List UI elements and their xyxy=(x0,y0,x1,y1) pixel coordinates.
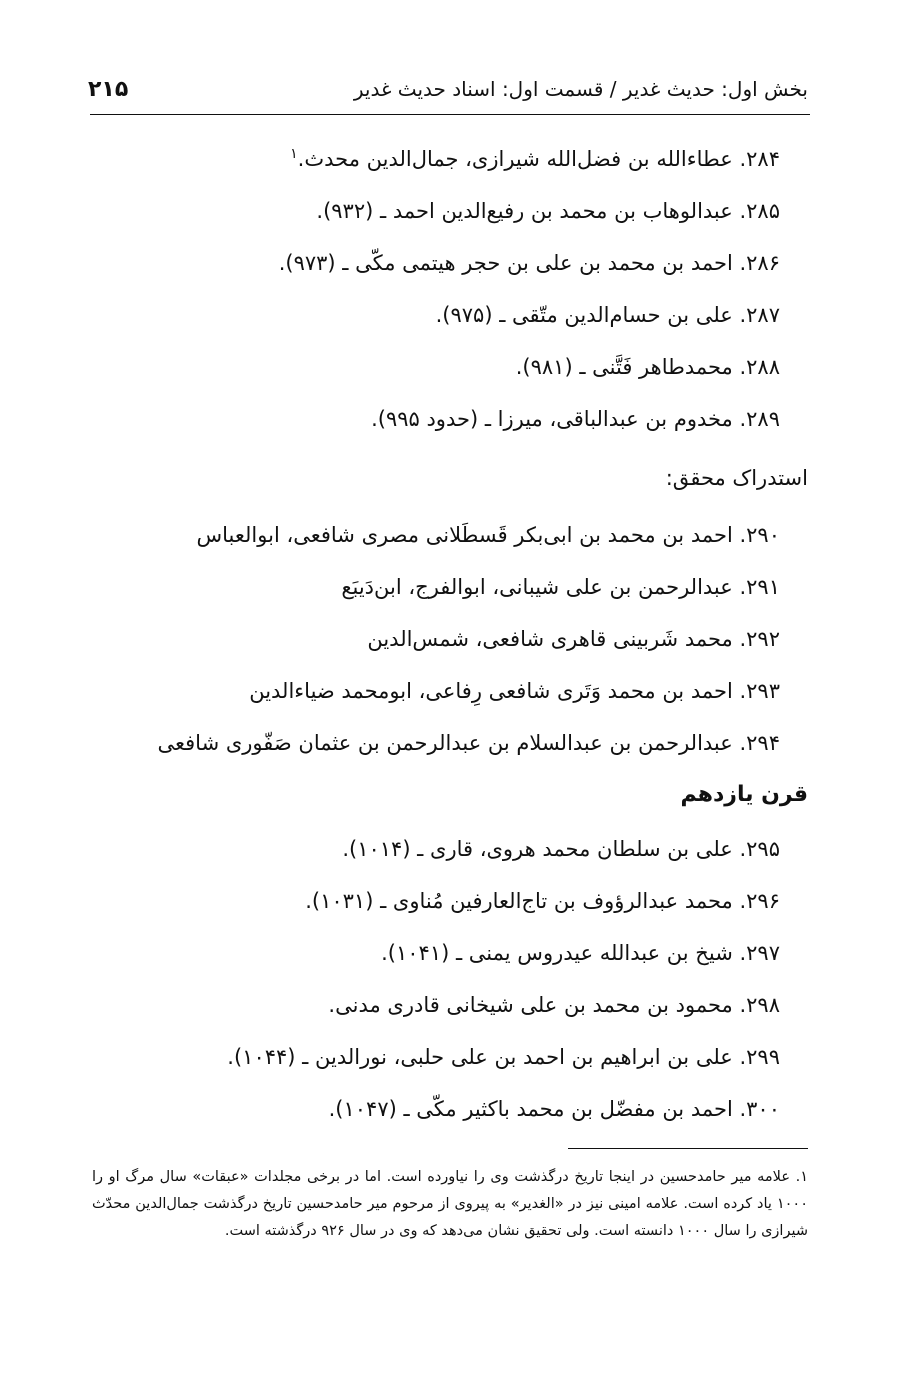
list-item: ۲۸۵. عبدالوهاب بن محمد بن رفیع‌الدین احمد ـ (۹۳۲). xyxy=(316,199,780,223)
narrator-list-century xyxy=(100,823,780,1135)
list-item: ۲۹۸. محمود بن محمد بن علی شیخانی قادری مدنی. xyxy=(328,993,780,1017)
list-item: ۲۹۰. احمد بن محمد بن ابی‌بکر قَسطَلانی مصری شافعی، ابوالعباس xyxy=(196,523,780,547)
supplement-label: استدراک محقق: xyxy=(665,466,808,490)
footnote: ۱. علامه میر حامدحسین در اینجا تاریخ درگذشت وی را نیاورده است. اما در برخی مجلدات «عبقات» سال مرگ او را ۱۰۰۰ یاد کرده است. علامه امینی نیز در «الغدیر» به پیروی از مرحوم میر حامدحسین تاریخ درگذشت جمال‌الدین محدّث شیرازی را سال ۱۰۰۰ دانسته است. ولی تحقیق نشان می‌دهد که وی در سال ۹۲۶ درگذشته است. xyxy=(92,1169,808,1239)
list-item: ۲۸۹. مخدوم بن عبدالباقی، میرزا ـ (حدود ۹۹۵). xyxy=(371,407,780,431)
list-item: ۲۹۲. محمد شَربینی قاهری شافعی، شمس‌الدین xyxy=(367,627,780,651)
header-rule xyxy=(90,114,810,115)
list-item: ۳۰۰. احمد بن مفضّل بن محمد باکثیر مکّی ـ (۱۰۴۷). xyxy=(328,1097,780,1121)
list-item: ۲۹۳. احمد بن محمد وَتَری شافعی رِفاعی، ابومحمد ضیاءالدین xyxy=(249,679,780,703)
page-number: ۲۱۵ xyxy=(88,76,129,102)
page-header xyxy=(88,72,808,106)
list-item: ۲۹۷. شیخ بن عبدالله عیدروس یمنی ـ (۱۰۴۱). xyxy=(381,941,780,965)
narrator-list-supplement xyxy=(100,509,780,769)
list-item xyxy=(100,133,780,185)
list-item: ۲۹۱. عبدالرحمن بن علی شیبانی، ابوالفرج، ابن‌دَیبَع xyxy=(341,575,780,599)
list-item-text: ۲۸۴. عطاءالله بن فضل‌الله شیرازی، جمال‌الدین محدث. xyxy=(297,147,780,171)
list-item: ۲۸۶. احمد بن محمد بن علی بن حجر هیتمی مکّی ـ (۹۷۳). xyxy=(278,251,780,275)
running-title: بخش اول: حدیث غدیر / قسمت اول: اسناد حدیث غدیر xyxy=(353,77,808,101)
footnote-rule xyxy=(568,1148,808,1149)
list-item: ۲۸۷. علی بن حسام‌الدین متّقی ـ (۹۷۵). xyxy=(435,303,780,327)
list-item: ۲۹۴. عبدالرحمن بن عبدالسلام بن عبدالرحمن بن عثمان صَفّوری شافعی xyxy=(157,731,780,755)
list-item: ۲۹۹. علی بن ابراهیم بن احمد بن علی حلبی، نورالدین ـ (۱۰۴۴). xyxy=(227,1045,780,1069)
footnote-ref: ۱ xyxy=(290,146,298,162)
century-heading: قرن یازدهم xyxy=(680,782,808,807)
list-item: ۲۹۶. محمد عبدالرؤوف بن تاج‌العارفین مُناوی ـ (۱۰۳۱). xyxy=(305,889,780,913)
narrator-list-main xyxy=(100,133,780,445)
list-item: ۲۹۵. علی بن سلطان محمد هروی، قاری ـ (۱۰۱۴). xyxy=(342,837,780,861)
list-item: ۲۸۸. محمدطاهر فَتَّنی ـ (۹۸۱). xyxy=(515,355,780,379)
